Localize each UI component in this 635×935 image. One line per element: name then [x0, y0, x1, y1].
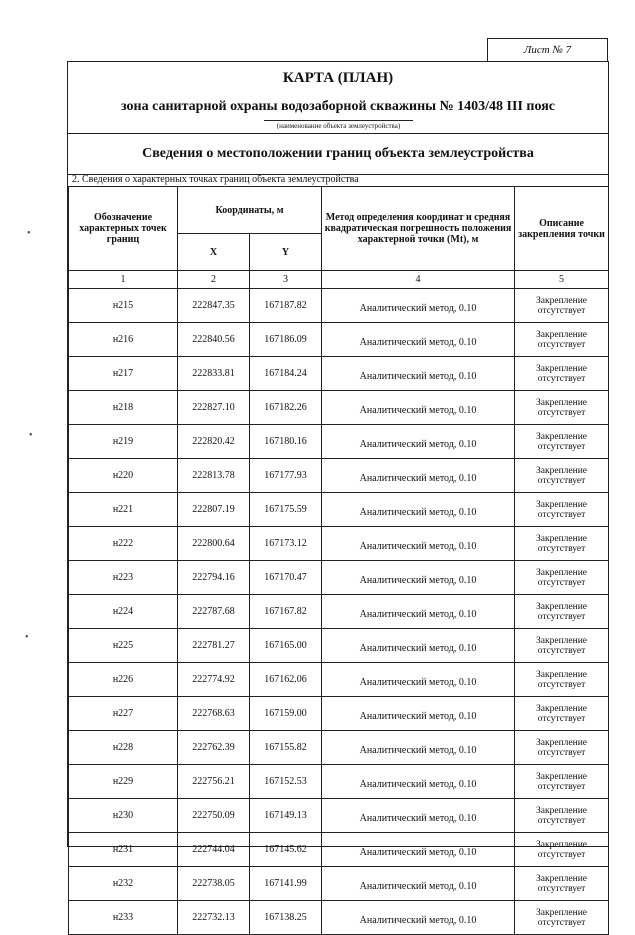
point-designation: н216	[69, 323, 178, 357]
table-row	[69, 799, 609, 833]
point-designation: н221	[69, 493, 178, 527]
point-designation: н215	[69, 289, 178, 323]
table-row	[69, 289, 609, 323]
document-subtitle: зона санитарной охраны водозаборной скважины № 1403/48 III пояс	[121, 99, 555, 114]
method: Аналитический метод, 0.10	[322, 357, 515, 391]
point-designation: н232	[69, 867, 178, 901]
coord-x: 222774.92	[178, 663, 250, 697]
table-row	[69, 901, 609, 935]
method: Аналитический метод, 0.10	[322, 459, 515, 493]
coord-x: 222827.10	[178, 391, 250, 425]
table-row	[69, 663, 609, 697]
point-description: Закрепление отсутствует	[515, 391, 609, 425]
point-description: Закрепление отсутствует	[515, 459, 609, 493]
document-title: КАРТА (ПЛАН)	[282, 70, 394, 86]
coord-y: 167187.82	[250, 289, 322, 323]
points-table-body	[69, 289, 609, 935]
point-description: Закрепление отсутствует	[515, 901, 609, 935]
point-designation: н218	[69, 391, 178, 425]
method: Аналитический метод, 0.10	[322, 527, 515, 561]
point-designation: н227	[69, 697, 178, 731]
margin-mark: •	[25, 632, 29, 643]
table-row	[69, 459, 609, 493]
point-designation: н225	[69, 629, 178, 663]
coord-y: 167138.25	[250, 901, 322, 935]
coord-y: 167162.06	[250, 663, 322, 697]
header-description: Описание закрепления точки	[515, 187, 609, 271]
header-x: X	[178, 234, 250, 271]
point-description: Закрепление отсутствует	[515, 799, 609, 833]
coord-y: 167180.16	[250, 425, 322, 459]
header-coordinates: Координаты, м	[178, 187, 322, 234]
point-description: Закрепление отсутствует	[515, 289, 609, 323]
coord-y: 167186.09	[250, 323, 322, 357]
coord-y: 167170.47	[250, 561, 322, 595]
coord-y: 167145.62	[250, 833, 322, 867]
method: Аналитический метод, 0.10	[322, 833, 515, 867]
sheet-number: Лист № 7	[487, 38, 608, 62]
coord-x: 222732.13	[178, 901, 250, 935]
method: Аналитический метод, 0.10	[322, 901, 515, 935]
method: Аналитический метод, 0.10	[322, 629, 515, 663]
point-designation: н226	[69, 663, 178, 697]
table-row	[69, 629, 609, 663]
coord-x: 222840.56	[178, 323, 250, 357]
coord-y: 167182.26	[250, 391, 322, 425]
coord-x: 222800.64	[178, 527, 250, 561]
table-row	[69, 833, 609, 867]
header-designation: Обозначение характерных точек границ	[69, 187, 178, 271]
point-description: Закрепление отсутствует	[515, 663, 609, 697]
coord-x: 222794.16	[178, 561, 250, 595]
method: Аналитический метод, 0.10	[322, 561, 515, 595]
point-designation: н228	[69, 731, 178, 765]
coord-x: 222847.35	[178, 289, 250, 323]
table-row	[69, 765, 609, 799]
method: Аналитический метод, 0.10	[322, 799, 515, 833]
table-row	[69, 357, 609, 391]
coord-x: 222738.05	[178, 867, 250, 901]
coord-y: 167165.00	[250, 629, 322, 663]
column-number: 1	[69, 271, 178, 289]
point-description: Закрепление отсутствует	[515, 765, 609, 799]
point-designation: н220	[69, 459, 178, 493]
point-description: Закрепление отсутствует	[515, 425, 609, 459]
coord-x: 222762.39	[178, 731, 250, 765]
column-number: 4	[322, 271, 515, 289]
point-designation: н233	[69, 901, 178, 935]
method: Аналитический метод, 0.10	[322, 731, 515, 765]
coord-x: 222787.68	[178, 595, 250, 629]
point-description: Закрепление отсутствует	[515, 731, 609, 765]
point-designation: н231	[69, 833, 178, 867]
subsection-title: 2. Сведения о характерных точках границ объекта землеустройства	[72, 174, 359, 185]
coord-x: 222781.27	[178, 629, 250, 663]
point-description: Закрепление отсутствует	[515, 493, 609, 527]
coord-x: 222768.63	[178, 697, 250, 731]
margin-mark: •	[27, 228, 31, 239]
coord-y: 167159.00	[250, 697, 322, 731]
coord-y: 167149.13	[250, 799, 322, 833]
point-description: Закрепление отсутствует	[515, 357, 609, 391]
margin-mark: •	[29, 430, 33, 441]
point-designation: н229	[69, 765, 178, 799]
header-method: Метод определения координат и средняя квадратическая погрешность положения характерной точки (Mt), м	[322, 187, 515, 271]
point-designation: н217	[69, 357, 178, 391]
table-row	[69, 425, 609, 459]
method: Аналитический метод, 0.10	[322, 867, 515, 901]
coord-x: 222807.19	[178, 493, 250, 527]
method: Аналитический метод, 0.10	[322, 323, 515, 357]
coord-x: 222756.21	[178, 765, 250, 799]
coord-x: 222833.81	[178, 357, 250, 391]
method: Аналитический метод, 0.10	[322, 697, 515, 731]
point-description: Закрепление отсутствует	[515, 323, 609, 357]
table-row	[69, 731, 609, 765]
section-title: Сведения о местоположении границ объекта землеустройства	[68, 133, 608, 175]
coord-y: 167184.24	[250, 357, 322, 391]
document-frame	[67, 61, 609, 928]
table-row	[69, 867, 609, 901]
table-row	[69, 323, 609, 357]
table-row	[69, 595, 609, 629]
points-table	[68, 186, 609, 935]
method: Аналитический метод, 0.10	[322, 765, 515, 799]
coord-y: 167141.99	[250, 867, 322, 901]
header-y: Y	[250, 234, 322, 271]
coord-y: 167175.59	[250, 493, 322, 527]
coord-x: 222820.42	[178, 425, 250, 459]
point-description: Закрепление отсутствует	[515, 867, 609, 901]
point-designation: н224	[69, 595, 178, 629]
coord-y: 167177.93	[250, 459, 322, 493]
point-description: Закрепление отсутствует	[515, 697, 609, 731]
point-description: Закрепление отсутствует	[515, 629, 609, 663]
point-designation: н222	[69, 527, 178, 561]
point-description: Закрепление отсутствует	[515, 561, 609, 595]
column-number: 5	[515, 271, 609, 289]
document-header	[68, 62, 608, 134]
point-description: Закрепление отсутствует	[515, 833, 609, 867]
point-designation: н223	[69, 561, 178, 595]
method: Аналитический метод, 0.10	[322, 493, 515, 527]
column-number: 2	[178, 271, 250, 289]
coord-x: 222750.09	[178, 799, 250, 833]
coord-x: 222813.78	[178, 459, 250, 493]
coord-x: 222744.04	[178, 833, 250, 867]
point-description: Закрепление отсутствует	[515, 595, 609, 629]
method: Аналитический метод, 0.10	[322, 289, 515, 323]
coord-y: 167173.12	[250, 527, 322, 561]
table-row	[69, 493, 609, 527]
coord-y: 167152.53	[250, 765, 322, 799]
method: Аналитический метод, 0.10	[322, 595, 515, 629]
table-row	[69, 391, 609, 425]
object-caption: (наименование объекта землеустройства)	[264, 120, 413, 132]
point-description: Закрепление отсутствует	[515, 527, 609, 561]
point-designation: н230	[69, 799, 178, 833]
method: Аналитический метод, 0.10	[322, 391, 515, 425]
table-row	[69, 561, 609, 595]
coord-y: 167155.82	[250, 731, 322, 765]
table-row	[69, 697, 609, 731]
column-number: 3	[250, 271, 322, 289]
point-designation: н219	[69, 425, 178, 459]
method: Аналитический метод, 0.10	[322, 663, 515, 697]
coord-y: 167167.82	[250, 595, 322, 629]
method: Аналитический метод, 0.10	[322, 425, 515, 459]
table-row	[69, 527, 609, 561]
